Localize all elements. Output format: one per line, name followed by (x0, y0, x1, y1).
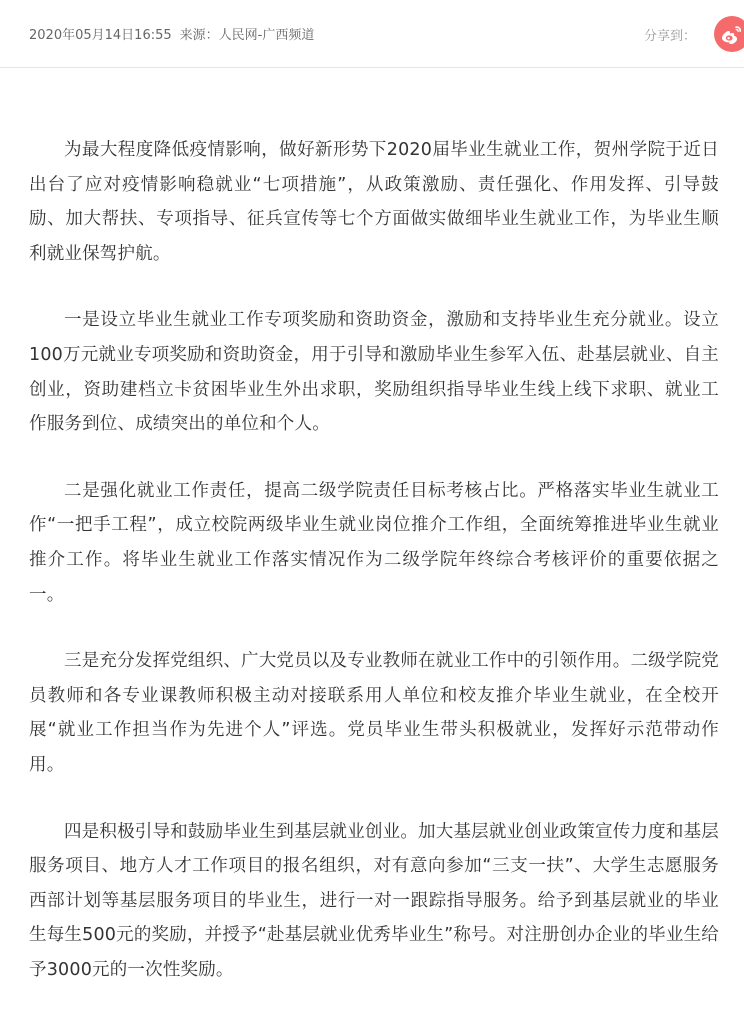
article-meta-bar (0, 0, 744, 68)
weibo-share-button[interactable] (714, 16, 744, 52)
article-paragraph: 四是积极引导和鼓励毕业生到基层就业创业。加大基层就业创业政策宣传力度和基层服务项目、地方人才工作项目的报名组织，对有意向参加“三支一扶”、大学生志愿服务西部计划等基层服务项目的毕业生，进行一对一跟踪指导服务。给予到基层就业的毕业生每生500元的奖励，并授予“赴基层就业优秀毕业生”称号。对注册创办企业的毕业生给予3000元的一次性奖励。 (29, 821, 719, 980)
article-body (29, 133, 719, 1019)
weibo-icon (720, 24, 744, 44)
article-meta (29, 24, 322, 43)
share-label: 分享到： (643, 28, 696, 44)
article-paragraph: 为最大程度降低疫情影响，做好新形势下2020届毕业生就业工作，贺州学院于近日出台了应对疫情影响稳就业“七项措施”，从政策激励、责任强化、作用发挥、引导鼓励、加大帮扶、专项指导、征兵宣传等七个方面做实做细毕业生就业工作，为毕业生顺利就业保驾护航。 (29, 140, 719, 264)
article-paragraph: 三是充分发挥党组织、广大党员以及专业教师在就业工作中的引领作用。二级学院党员教师和各专业课教师积极主动对接联系用人单位和校友推介毕业生就业，在全校开展“就业工作担当作为先进个人”评选。党员毕业生带头积极就业，发挥好示范带动作用。 (29, 651, 719, 775)
article-paragraph: 一是设立毕业生就业工作专项奖励和资助资金，激励和支持毕业生充分就业。设立100万元就业专项奖励和资助资金，用于引导和激励毕业生参军入伍、赴基层就业、自主创业，资助建档立卡贫困毕业生外出求职，奖励组织指导毕业生线上线下求职、就业工作服务到位、成绩突出的单位和个人。 (29, 310, 719, 435)
share-bar (644, 14, 744, 54)
article-source: 来源：人民网-广西频道 (179, 28, 315, 43)
article-paragraph: 二是强化就业工作责任，提高二级学院责任目标考核占比。严格落实毕业生就业工作“一把手工程”，成立校院两级毕业生就业岗位推介工作组，全面统筹推进毕业生就业推介工作。将毕业生就业工作落实情况作为二级学院年终综合考核评价的重要依据之一。 (29, 480, 719, 605)
publish-datetime: 2020年05月14日16:55 (29, 28, 172, 43)
